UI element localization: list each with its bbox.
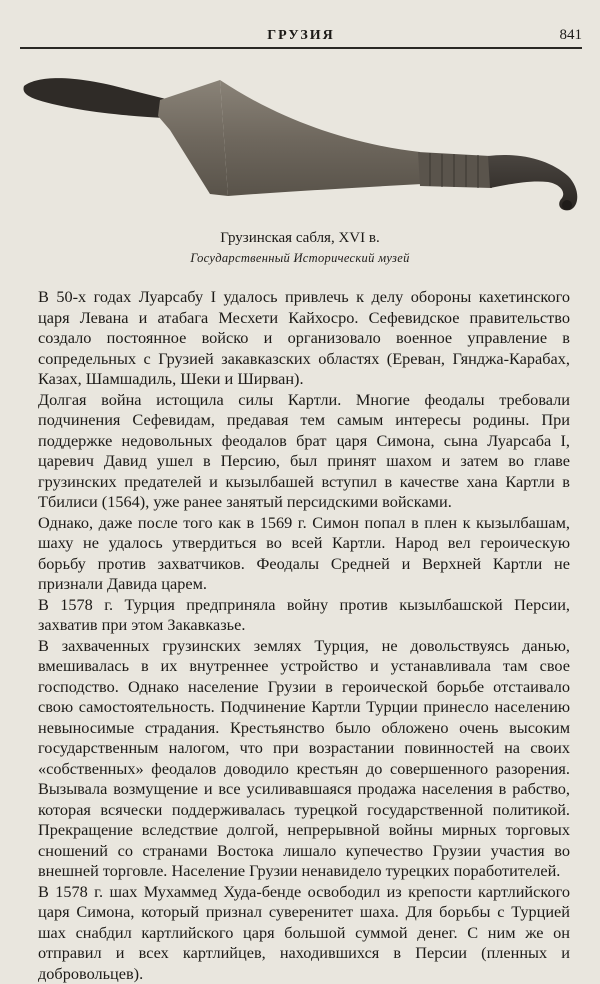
body-text <box>38 287 570 984</box>
caption-title: Грузинская сабля, XVI в. <box>0 229 600 247</box>
paragraph: В 1578 г. Турция предприняла войну против кызылбашской Персии, захватив при этом Закавказье. <box>38 595 570 636</box>
paragraph: Долгая война истощила силы Картли. Многие феодалы требовали подчинения Сефевидам, предавая тем самым интересы родины. При поддержке недовольных феодалов брат царя Симона, сына Луарсаба I, царевич Давид ушел в Персию, был принят шахом и затем во главе грузинских предателей и кызылбашей вступил в качестве хана Картли в Тбилиси (1564), уже ранее занятый персидскими войсками. <box>38 390 570 513</box>
page-number: 841 <box>560 27 583 44</box>
paragraph: В 50-х годах Луарсабу I удалось привлечь к делу обороны кахетинского царя Левана и атабага Месхети Кайхосро. Сефевидское правительство создало постоянное войско и организовало военное управление в сопредельных с Грузией закавказских областях (Ереван, Гянджа-Карабах, Казах, Шамшадиль, Шеки и Ширван). <box>38 287 570 390</box>
paragraph: В 1578 г. шах Мухаммед Худа-бенде освободил из крепости картлийского царя Симона, который признал суверенитет шаха. Для борьбы с Турцией шах снабдил картлийского царя большой суммой денег. С ним же он отправил и всех картлийцев, находившихся в Персии (пленных и добровольцев). <box>38 882 570 984</box>
running-head-title: ГРУЗИЯ <box>267 28 335 44</box>
caption-credit: Государственный Исторический музей <box>0 251 600 266</box>
saber-figure <box>20 60 582 230</box>
header-rule <box>20 47 582 49</box>
saber-illustration <box>20 60 582 230</box>
running-head <box>20 26 582 46</box>
figure-caption <box>0 229 600 266</box>
paragraph: В захваченных грузинских землях Турция, не довольствуясь данью, вмешивалась в их внутреннее устройство и устанавливала там свое господство. Однако население Грузии в героической борьбе отстаивало свою самостоятельность. Подчинение Картли Турции принесло населению невыносимые страдания. Крестьянство было обложено очень высоким государственным налогом, что при возрастании повинностей на своих «собственных» феодалов доводило крестьян до совершенного разорения. Вызывала возмущение и все усиливавшаяся продажа населения в рабство, которая всячески поддерживалась турецкой государственной политикой. Прекращение вследствие долгой, непрерывной войны мирных торговых сношений со странами Востока лишало купечество Грузии участия во внешней торговле. Население Грузии ненавидело турецких поработителей. <box>38 636 570 882</box>
paragraph: Однако, даже после того как в 1569 г. Симон попал в плен к кызылбашам, шаху не удалось утвердиться во всей Картли. Народ вел героическую борьбу против захватчиков. Феодалы Средней и Верхней Картли не признали Давида царем. <box>38 513 570 595</box>
